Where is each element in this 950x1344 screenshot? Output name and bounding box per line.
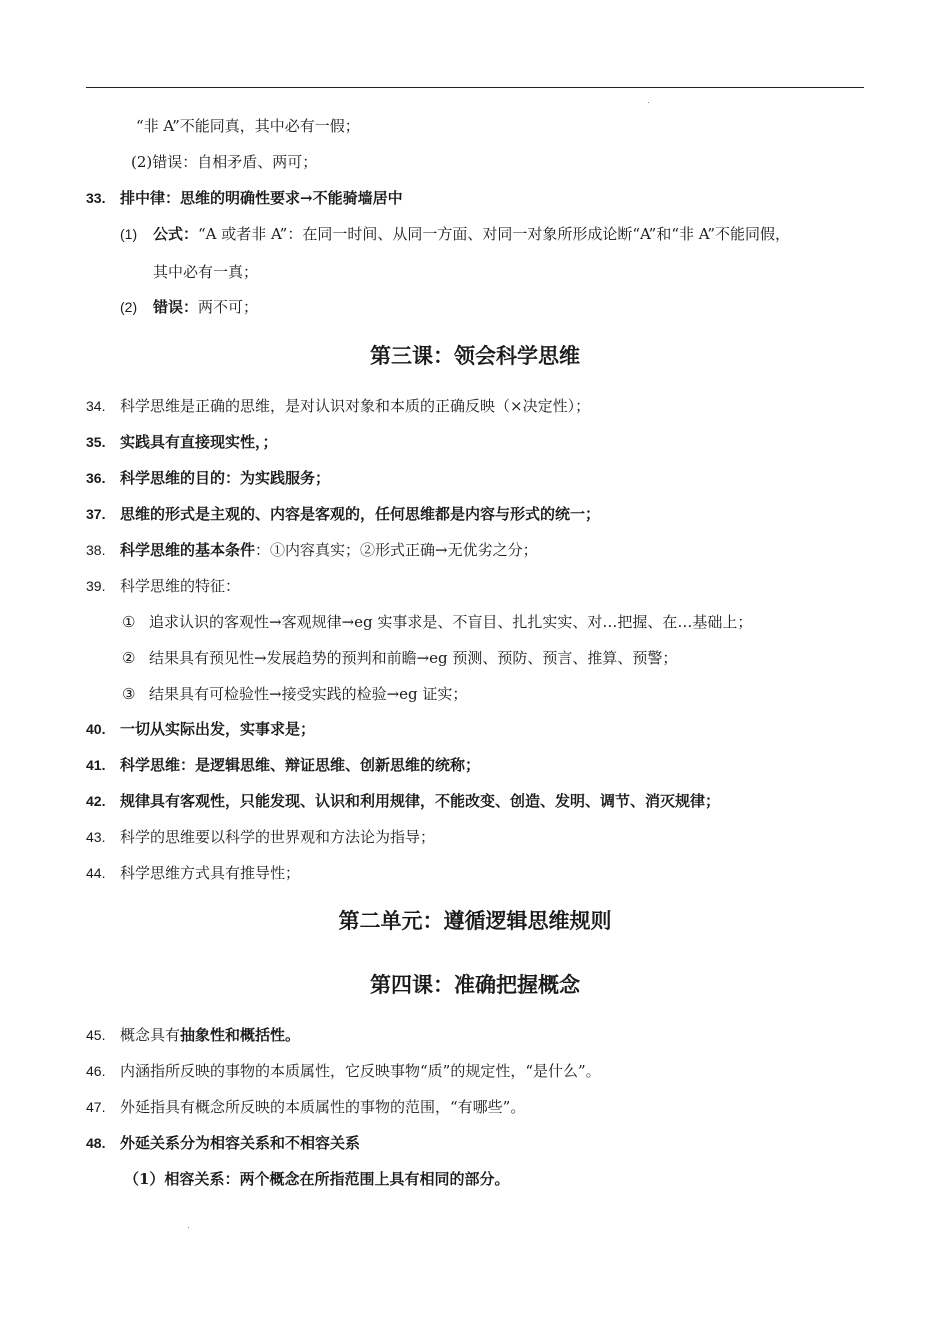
sub-label: 公式： [153, 225, 199, 243]
item-number-44: 44. [86, 865, 106, 881]
item-number-42: 42. [86, 793, 106, 809]
item-number-45: 45. [86, 1027, 106, 1043]
item-number-36: 36. [86, 470, 106, 486]
item-number-39: 39. [86, 578, 106, 594]
item-lead-45: 概念具有 [120, 1026, 181, 1044]
sub-number: (2) [120, 299, 138, 315]
sub-text: 两不可； [198, 298, 259, 316]
item-text-43: 科学的思维要以科学的世界观和方法论为指导； [120, 828, 436, 846]
heading-unit-2: 第二单元：遵循逻辑思维规则 [338, 908, 612, 933]
item-number-37: 37. [86, 506, 106, 522]
item-text-37: 思维的形式是主观的、内容是客观的，任何思维都是内容与形式的统一； [120, 505, 601, 523]
sub-number: (1) [120, 226, 138, 242]
heading-lesson-3: 第三课：领会科学思维 [370, 343, 580, 368]
circled-marker-1: ① [122, 613, 136, 631]
item-number-33: 33. [86, 190, 106, 206]
item-text-33: 排中律：思维的明确性要求→不能骑墙居中 [120, 189, 403, 207]
heading-lesson-4: 第四课：准确把握概念 [370, 972, 580, 997]
sub-item-error [153, 297, 258, 317]
header-rule [86, 87, 864, 88]
item-text-38 [120, 540, 538, 560]
item-text-45 [120, 1025, 300, 1045]
sub-item-compatible: （1）相容关系：两个概念在所指范围上具有相同的部分。 [124, 1170, 510, 1188]
item-emphasis-45: 抽象性和概括性。 [180, 1026, 301, 1044]
sub-label: 错误： [153, 298, 199, 316]
item-number-48: 48. [86, 1135, 106, 1151]
sub-text: “A 或者非 A”：在同一时间、从同一方面、对同一对象所形成论断“A”和“非 A”不能同假， [198, 225, 791, 243]
circled-marker-2: ② [122, 649, 136, 667]
feature-objectivity: 追求认识的客观性→客观规律→eg 实事求是、不盲目、扎扎实实、对…把握、在…基础上； [149, 613, 753, 631]
item-number-35: 35. [86, 434, 106, 450]
item-number-43: 43. [86, 829, 106, 845]
item-number-34: 34. [86, 398, 106, 414]
item-text-46: 内涵指所反映的事物的本质属性，它反映事物“质”的规定性，“是什么”。 [120, 1062, 601, 1080]
feature-verifiability: 结果具有可检验性→接受实践的检验→eg 证实； [149, 685, 468, 703]
item-text-40: 一切从实际出发，实事求是； [120, 720, 316, 738]
item-text-48: 外延关系分为相容关系和不相容关系 [120, 1134, 361, 1152]
item-text-44: 科学思维方式具有推导性； [120, 864, 301, 882]
sub-item-formula [153, 224, 790, 244]
item-number-46: 46. [86, 1063, 106, 1079]
item-text-34: 科学思维是正确的思维，是对认识对象和本质的正确反映（×决定性）； [120, 397, 591, 415]
continuation-line: “非 A”不能同真，其中必有一假； [136, 117, 360, 135]
feature-foresight: 结果具有预见性→发展趋势的预判和前瞻→eg 预测、预防、预言、推算、预警； [149, 649, 678, 667]
header-dot [648, 102, 649, 103]
circled-marker-3: ③ [122, 685, 136, 703]
item-number-47: 47. [86, 1099, 106, 1115]
item-text-41: 科学思维：是逻辑思维、辩证思维、创新思维的统称； [120, 756, 481, 774]
item-text-42: 规律具有客观性，只能发现、认识和利用规律，不能改变、创造、发明、调节、消灭规律； [120, 792, 721, 810]
item-text-36: 科学思维的目的：为实践服务； [120, 469, 331, 487]
item-text-39: 科学思维的特征： [120, 577, 241, 595]
item-rest-38: ：①内容真实；②形式正确→无优劣之分； [255, 541, 538, 559]
item-label-38: 科学思维的基本条件 [120, 541, 256, 559]
footer-dot [188, 1227, 189, 1228]
item-number-41: 41. [86, 757, 106, 773]
item-number-38: 38. [86, 542, 106, 558]
error-line: (2)错误：自相矛盾、两可； [131, 153, 318, 171]
item-text-47: 外延指具有概念所反映的本质属性的事物的范围，“有哪些”。 [120, 1098, 526, 1116]
item-text-35: 实践具有直接现实性，； [120, 433, 278, 451]
sub-item-continuation: 其中必有一真； [153, 263, 259, 281]
item-number-40: 40. [86, 721, 106, 737]
